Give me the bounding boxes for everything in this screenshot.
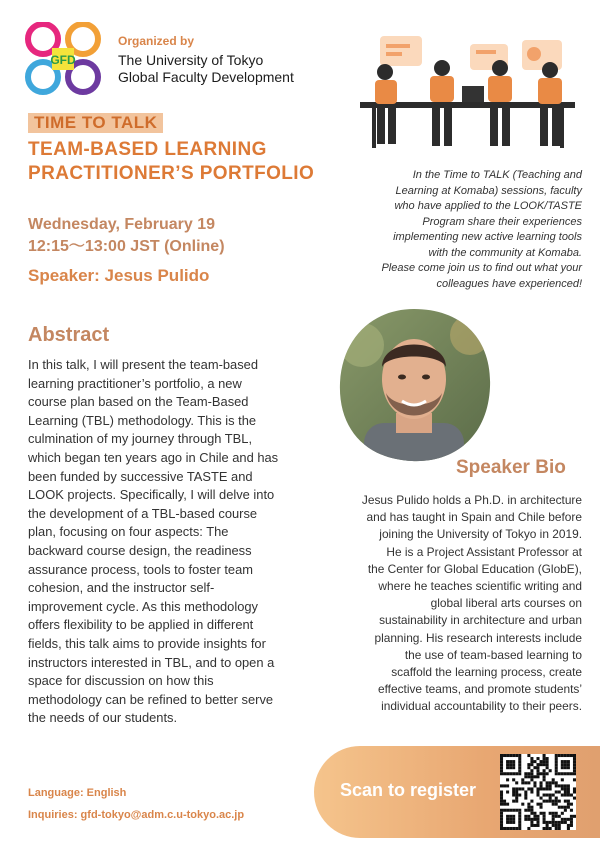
intro-line: Please come join us to find out what your bbox=[381, 262, 582, 274]
title-line: PRACTITIONER’S PORTFOLIO bbox=[28, 163, 315, 184]
organizer-name bbox=[118, 52, 294, 86]
abstract-line: instructors interested in TBL, and to open a bbox=[28, 654, 275, 670]
abstract-line: methodology can be refined to better serve bbox=[28, 691, 274, 707]
abstract-heading: Abstract bbox=[28, 324, 110, 346]
bio-line: where he teaches scientific writing and bbox=[378, 579, 582, 594]
intro-line: colleagues have experienced! bbox=[436, 277, 582, 290]
event-date: Wednesday, February 19 bbox=[28, 216, 216, 233]
speaker-name: Speaker: Jesus Pulido bbox=[28, 266, 210, 285]
bio-heading: Speaker Bio bbox=[456, 457, 566, 478]
bio-line: the Center for Global Education (GlobE), bbox=[367, 561, 582, 576]
abstract-body bbox=[28, 356, 318, 728]
register-label[interactable]: Scan to register bbox=[340, 780, 477, 800]
bio-line: joining the University of Tokyo in 2019. bbox=[379, 527, 582, 542]
event-time: 12:15～13:00 JST (Online) bbox=[28, 238, 225, 255]
abstract-line: Learning (TBL) methodology. This is the bbox=[28, 412, 257, 428]
bio-line: scaffold the learning process, create bbox=[391, 665, 582, 680]
abstract-line: LOOK projects. Specifically, I will delve into bbox=[28, 487, 275, 503]
qr-code-icon[interactable] bbox=[500, 754, 576, 830]
abstract-line: backward course design, the readiness bbox=[28, 542, 252, 558]
bio-line: sustainability in architecture and urban bbox=[379, 613, 582, 628]
speaker-photo bbox=[334, 305, 494, 465]
abstract-line: improvement cycle. As this methodology bbox=[28, 598, 258, 614]
bio-line: the use of team-based learning to bbox=[404, 647, 582, 662]
abstract-line: been funded by successive TASTE and bbox=[28, 468, 253, 484]
bio-line: planning. His research interests include bbox=[374, 630, 582, 645]
intro-line: Program share their experiences bbox=[422, 215, 582, 228]
team-meeting-illustration bbox=[350, 30, 580, 150]
intro-line: In the Time to TALK (Teaching and bbox=[412, 169, 582, 181]
abstract-line: course plan based on the Team-Based bbox=[28, 394, 249, 410]
language-info: Language: English bbox=[28, 787, 127, 799]
abstract-line: cohesion, and the instructor self- bbox=[28, 580, 215, 596]
abstract-line: culmination of my journey through TBL, bbox=[28, 431, 253, 447]
gfd-logo-icon bbox=[24, 22, 104, 96]
inquiries-info[interactable]: Inquiries: gfd-tokyo@adm.c.u-tokyo.ac.jp bbox=[28, 809, 245, 821]
title-line: TEAM-BASED LEARNING bbox=[28, 139, 267, 160]
abstract-line: space for discussion on how this bbox=[28, 673, 214, 689]
abstract-line: fields, this talk aims to provide insights for bbox=[28, 635, 266, 651]
event-datetime bbox=[28, 214, 328, 258]
intro-text bbox=[360, 168, 582, 292]
organized-by-label: Organized by bbox=[118, 34, 195, 48]
series-tag: TIME TO TALK bbox=[28, 113, 163, 133]
abstract-line: assurance process, tools to foster team bbox=[28, 561, 253, 577]
abstract-line: which began ten years ago in Chile and has bbox=[28, 449, 279, 465]
organizer-line: Global Faculty Development bbox=[118, 69, 294, 85]
bio-line: global liberal arts courses on bbox=[430, 596, 582, 611]
bio-line: individual accountability to their peers. bbox=[381, 699, 582, 714]
abstract-line: the needs of our students. bbox=[28, 710, 178, 726]
bio-line: effective teams, and promote students’ bbox=[377, 682, 582, 697]
abstract-line: plan, focusing on four aspects: The bbox=[28, 524, 229, 540]
intro-line: with the community at Komaba. bbox=[428, 246, 582, 259]
event-title bbox=[28, 138, 358, 186]
abstract-line: offers flexibility to be applied in different bbox=[28, 617, 254, 633]
bio-line: Jesus Pulido holds a Ph.D. in architecture bbox=[361, 493, 582, 507]
bio-body bbox=[332, 492, 582, 716]
abstract-line: the development of a TBL-based course bbox=[28, 505, 258, 521]
abstract-line: learning practitioner’s portfolio, a new bbox=[28, 375, 242, 391]
intro-line: Learning at Komaba) sessions, faculty bbox=[395, 184, 582, 197]
svg-text:GFD: GFD bbox=[50, 53, 76, 67]
intro-line: implementing new active learning tools bbox=[393, 231, 582, 243]
bio-line: and has taught in Spain and Chile before bbox=[366, 510, 582, 525]
abstract-line: In this talk, I will present the team-based bbox=[28, 357, 258, 372]
intro-line: who have applied to the LOOK/TASTE bbox=[394, 200, 582, 212]
bio-line: He is a Project Assistant Professor at bbox=[386, 544, 582, 559]
organizer-line: The University of Tokyo bbox=[118, 52, 264, 68]
